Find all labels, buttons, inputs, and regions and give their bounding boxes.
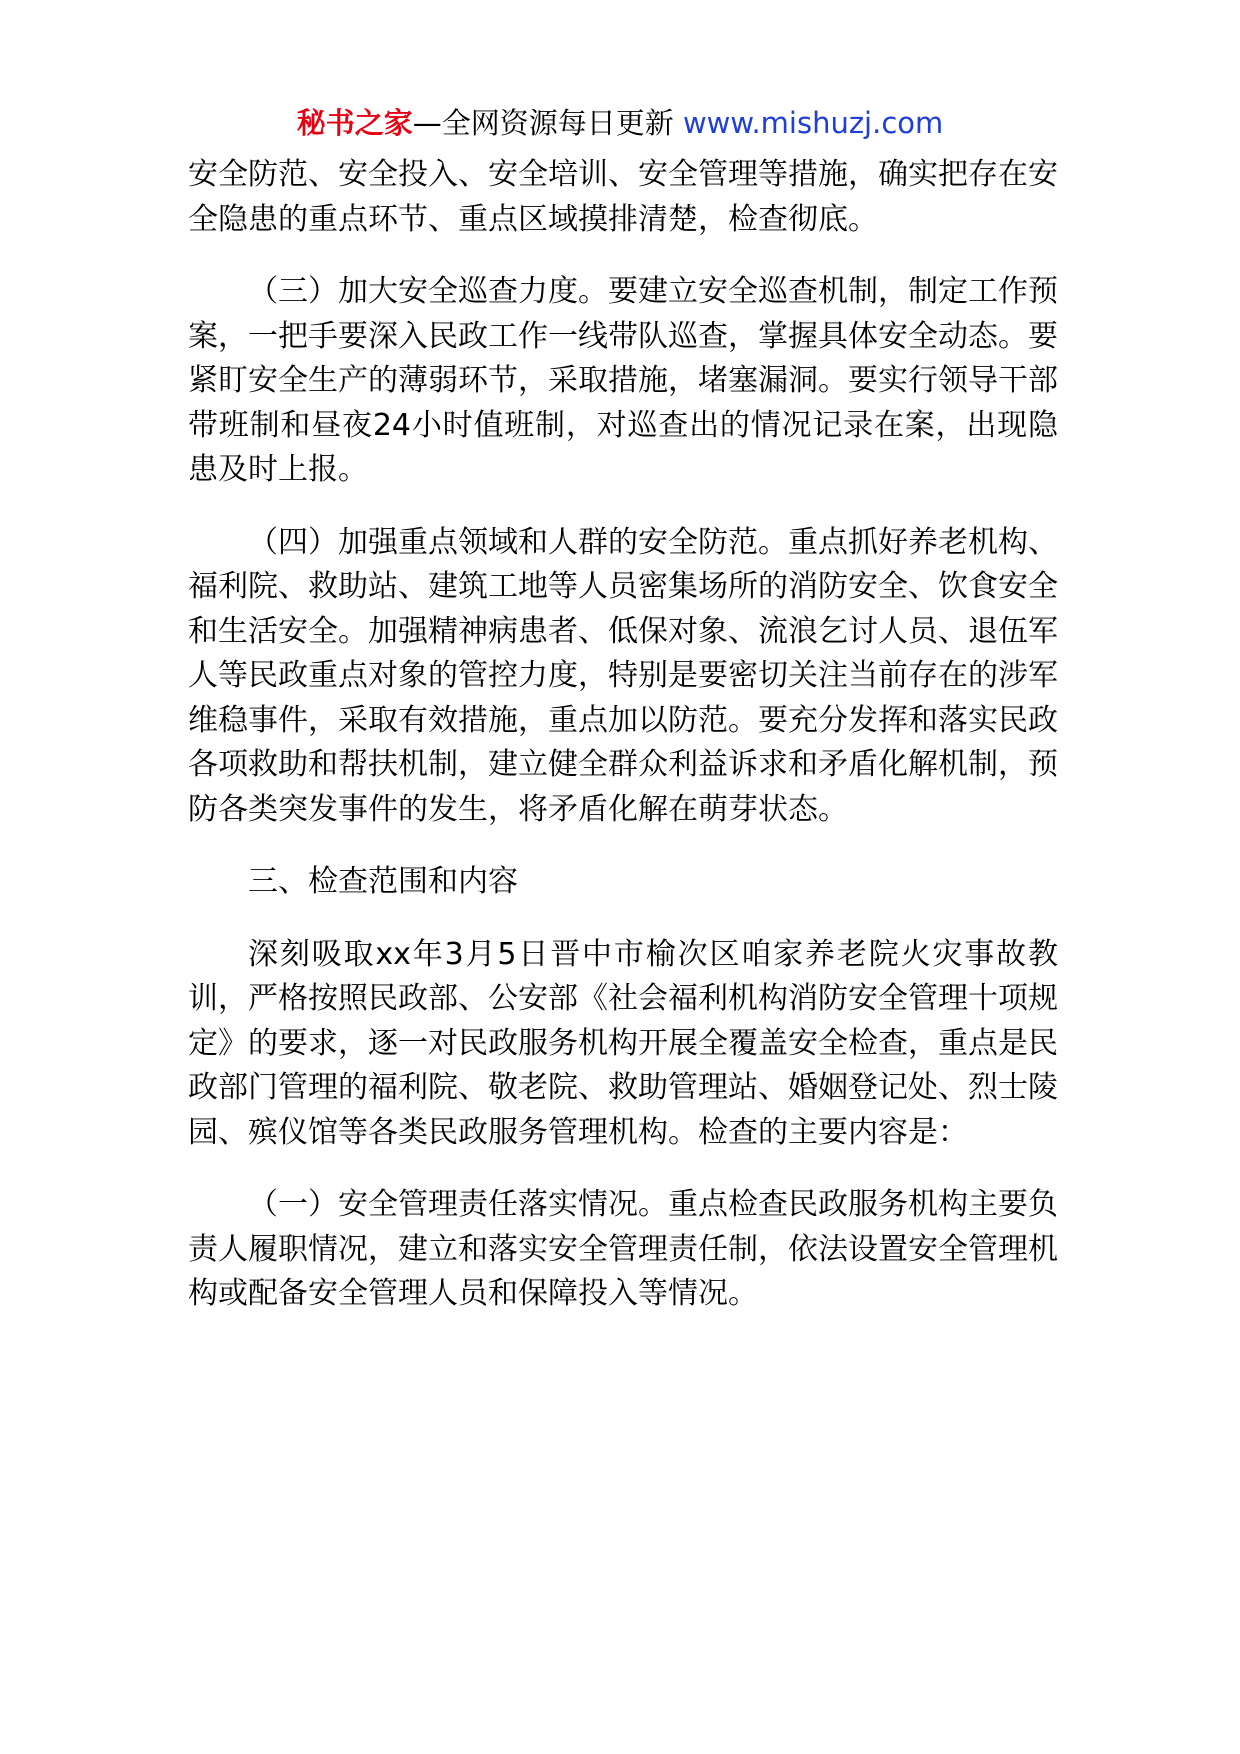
brand-name: 秘书之家 [296,106,413,140]
document-body [188,153,1058,1345]
paragraph-section-4: （四）加强重点领域和人群的安全防范。重点抓好养老机构、福利院、救助站、建筑工地等人员密集场所的消防安全、饮食安全和生活安全。加强精神病患者、低保对象、流浪乞讨人员、退伍军人等民政重点对象的管控力度，特别是要密切关注当前存在的涉军维稳事件，采取有效措施，重点加以防范。要充分发挥和落实民政各项救助和帮扶机制，建立健全群众利益诉求和矛盾化解机制，预防各类突发事件的发生，将矛盾化解在萌芽状态。 [188,524,1058,827]
paragraph-inspection-scope: 深刻吸取xx年3月5日晋中市榆次区咱家养老院火灾事故教训，严格按照民政部、公安部《社会福利机构消防安全管理十项规定》的要求，逐一对民政服务机构开展全覆盖安全检查，重点是民政部门管理的福利院、敬老院、救助管理站、婚姻登记处、烈士陵园、殡仪馆等各类民政服务管理机构。检查的主要内容是： [188,936,1058,1150]
header-tagline: —全网资源每日更新 [412,106,674,140]
site-url-link[interactable]: www.mishuzj.com [682,106,944,140]
paragraph-section-3: （三）加大安全巡查力度。要建立安全巡查机制，制定工作预案，一把手要深入民政工作一线带队巡查，掌握具体安全动态。要紧盯安全生产的薄弱环节，采取措施，堵塞漏洞。要实行领导干部带班制和昼夜24小时值班制，对巡查出的情况记录在案，出现隐患及时上报。 [188,274,1058,487]
section-heading-inspection-scope: 三、检查范围和内容 [248,864,518,899]
paragraph-continuation: 安全防范、安全投入、安全培训、安全管理等措施，确实把存在安全隐患的重点环节、重点区域摸排清楚，检查彻底。 [188,157,1058,237]
page-header [0,102,1240,144]
paragraph-item-1: （一）安全管理责任落实情况。重点检查民政服务机构主要负责人履职情况，建立和落实安全管理责任制，依法设置安全管理机构或配备安全管理人员和保障投入等情况。 [188,1187,1058,1311]
